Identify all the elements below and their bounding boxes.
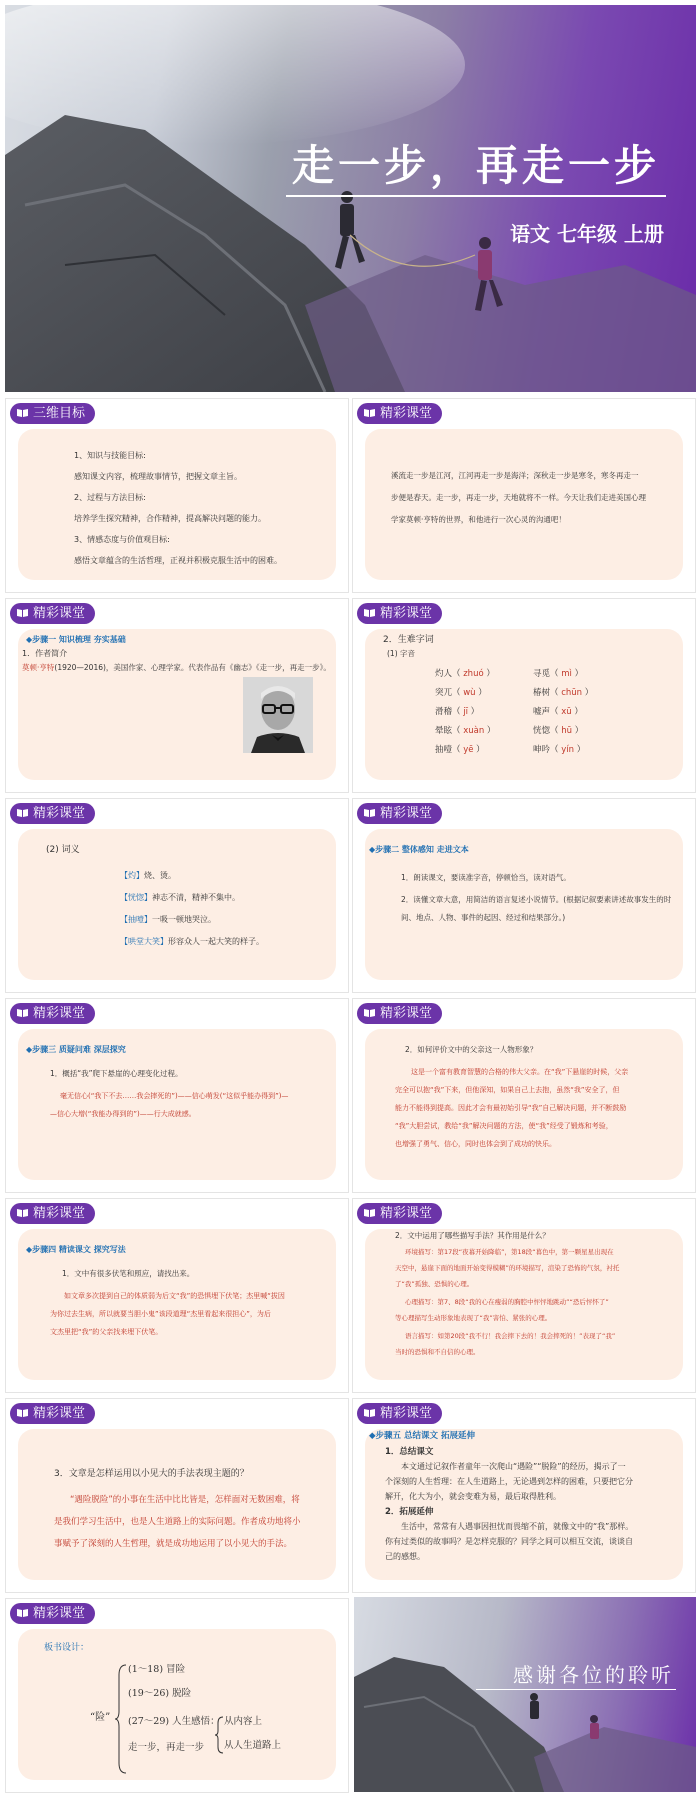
section-badge: 精彩课堂 (10, 803, 95, 824)
section-badge: 精彩课堂 (357, 803, 442, 824)
task-2-cont: 间、地点、人物、事件的起因、经过和结果部分。) (401, 913, 566, 922)
book-icon (16, 1608, 29, 1618)
section-badge: 精彩课堂 (357, 403, 442, 424)
extension-line: 生活中，常常有人遇事因担忧而畏缩不前，就像文中的“我”那样。 (401, 1522, 634, 1531)
book-icon (16, 808, 29, 818)
board-branch: (27～29) 人生感悟： (128, 1716, 220, 1727)
board-sub: 从人生道路上 (224, 1740, 282, 1751)
slide-meanings (5, 798, 349, 993)
book-icon (363, 608, 376, 618)
step-heading: ◆步骤二 整体感知 走进文本 (369, 845, 469, 854)
slide-thanks (354, 1597, 696, 1792)
content-card (365, 429, 683, 580)
answer-line: 事赋予了深刻的人生哲理，就是成功地运用了以小见大的手法。 (54, 1539, 293, 1549)
mountain-climber-image (5, 5, 696, 392)
meanings-heading: (2) 词义 (46, 845, 80, 855)
mountain-climber-image (354, 1597, 696, 1792)
answer-2-line: 这是一个富有教育智慧的合格的伟大父亲。在“我”下悬崖的时候，父亲 (411, 1068, 629, 1076)
author-bio: 莫顿·亨特(1920—2016)，美国作家、心理学家。代表作品有《幽志》《走一步，再走一步》。 (22, 663, 331, 672)
question-3: 3．文章是怎样运用以小见大的手法表现主题的？ (54, 1469, 249, 1479)
book-icon (16, 1008, 29, 1018)
board-branch: (19～26) 脱险 (128, 1688, 192, 1699)
step-heading: ◆步骤五 总结课文 拓展延伸 (369, 1431, 475, 1441)
slide-pronunciation (352, 598, 696, 793)
answer-line: “遇险脱险”的小事在生活中比比皆是，怎样面对无数困难，将 (70, 1495, 300, 1505)
title-divider (286, 195, 666, 197)
answer-line: 心理描写：第7、8段“我的心在瘦弱的胸腔中怦怦地跳动”“恐后怦怀了” (405, 1298, 609, 1306)
cover-subtitle: 语文 七年级 上册 (510, 222, 664, 246)
author-portrait (243, 677, 313, 753)
slide-board-design (5, 1598, 349, 1793)
section-badge: 精彩课堂 (357, 603, 442, 624)
answer-1-line-1: 毫无信心(“我下不去……我会摔死的”)——信心萌发(“这似乎能办得到”)— (60, 1092, 289, 1100)
task-1: 1．朗读课文，要读准字音，停顿恰当，读对语气。 (401, 873, 571, 882)
intro-line-3: 学家莫顿·亨特的世界，和他进行一次心灵的沟通吧！ (391, 515, 566, 524)
book-icon (363, 1008, 376, 1018)
extension-line: 己的感想。 (385, 1552, 425, 1561)
slide-theme (5, 1398, 349, 1593)
section-badge: 三维目标 (10, 403, 95, 424)
answer-1-line-2: —信心大增(“我能办得到的”)——行大成就感。 (50, 1110, 196, 1118)
extension-line: 你有过类似的故事吗？是怎样克服的？同学之间可以相互交流，谈谈自 (385, 1537, 633, 1546)
content-card (365, 829, 683, 980)
content-card (18, 629, 336, 780)
word-item: 灼人（ zhuó ） (435, 669, 495, 679)
content-card (18, 1229, 336, 1380)
goal-2-heading: 2、过程与方法目标: (74, 493, 146, 502)
intro-line-2: 步便是春天。走一步，再走一步，天地就将不一样。今天让我们走进美国心理 (391, 493, 646, 502)
slide-writing (5, 1198, 349, 1393)
question-1: 1．文中有很多伏笔和照应，请找出来。 (62, 1269, 195, 1278)
goal-2-text: 培养学生探究精神，合作精神，提高解决问题的能力。 (74, 514, 266, 523)
board-branch: (1～18) 冒险 (128, 1664, 186, 1675)
board-label: 板书设计： (44, 1643, 90, 1653)
word-item: 呻吟（ yín ） (533, 745, 586, 755)
goal-1-heading: 1、知识与技能目标: (74, 451, 146, 460)
answer-line: 天空中，悬崖下面的地面开始变得模糊”的环境描写，渲染了恐怖的气氛，衬托 (395, 1264, 620, 1272)
content-card (365, 629, 683, 780)
book-icon (363, 808, 376, 818)
answer-line: 等心理描写生动形象地表现了“我”害怕、紧张的心理。 (395, 1314, 552, 1322)
meaning-item: 【灼】烧、烫。 (120, 871, 176, 880)
slide-author (5, 598, 349, 793)
answer-line: 当时的恐惧和不自信的心理。 (395, 1348, 480, 1356)
book-icon (16, 408, 29, 418)
answer-2-line: 完全可以抱“我”下来，但他深知，如果自己上去抱，虽然“我”安全了，但 (395, 1086, 620, 1094)
summary-line: 个深刻的人生哲理：在人生道路上，无论遇到怎样的困难，只要把它分 (385, 1477, 633, 1486)
cover-title: 走一步，再走一步 (291, 141, 660, 190)
goal-3-heading: 3、情感态度与价值观目标: (74, 535, 170, 544)
brace-left (115, 1663, 127, 1775)
section-badge: 精彩课堂 (10, 603, 95, 624)
summary-line: 解开，化大为小，就会变难为易，最后取得胜利。 (385, 1492, 561, 1501)
pronunciation-heading: (1) 字音 (387, 649, 416, 658)
intro-line-1: 溪流走一步是江河，江河再走一步是海洋；深秋走一步是寒冬，寒冬再走一 (391, 471, 639, 480)
question-1: 1．概括“我”爬下悬崖的心理变化过程。 (50, 1069, 183, 1078)
word-item: 椿树（ chūn ） (533, 688, 594, 698)
section-badge: 精彩课堂 (10, 1403, 95, 1424)
words-heading: 2．生难字词 (383, 635, 434, 645)
step-heading: ◆步骤三 质疑问难 深层探究 (26, 1045, 126, 1054)
cover-slide (5, 5, 696, 392)
answer-line: 如文章多次提到自己的体质弱为后文“我”的恐惧埋下伏笔；杰里喊“拔因 (64, 1292, 285, 1300)
content-card (365, 1029, 683, 1180)
book-icon (16, 608, 29, 618)
author-heading: 1．作者简介 (22, 649, 68, 658)
book-icon (363, 1208, 376, 1218)
goal-3-text: 感悟文章蕴含的生活哲理，正视并积极克服生活中的困难。 (74, 556, 282, 565)
question-2: 2．文中运用了哪些描写手法？其作用是什么？ (395, 1231, 550, 1240)
slide-inquiry (5, 998, 349, 1193)
step-heading: ◆步骤一 知识梳理 夯实基础 (26, 635, 126, 644)
book-icon (363, 1408, 376, 1418)
book-icon (16, 1408, 29, 1418)
content-card (365, 1429, 683, 1580)
content-card (18, 1429, 336, 1580)
answer-2-line: 能力不能得到提高。因此才会有最初始引导“我”自己解决问题，并不断鼓励 (395, 1104, 627, 1112)
board-branch: 走一步，再走一步 (128, 1742, 205, 1753)
slide-father (352, 998, 696, 1193)
section-badge: 精彩课堂 (357, 1403, 442, 1424)
meaning-item: 【恍惚】神志不清，精神不集中。 (120, 893, 240, 902)
word-item: 晕眩（ xuàn ） (435, 726, 496, 736)
step-heading: ◆步骤四 精读课文 探究写法 (26, 1245, 126, 1254)
board-center: “险” (90, 1712, 111, 1723)
summary-line: 本文通过记叙作者童年一次爬山“遇险”“脱险”的经历，揭示了一 (401, 1462, 626, 1471)
section-badge: 精彩课堂 (357, 1203, 442, 1224)
question-2: 2．如何评价文中的父亲这一人物形象？ (405, 1045, 538, 1054)
slide-summary (352, 1398, 696, 1593)
brace-right (214, 1715, 224, 1755)
thanks-text: 感谢各位的聆听 (513, 1663, 674, 1687)
answer-line: 文杰里把“我”的父亲找来埋下伏笔。 (50, 1328, 163, 1336)
content-card (18, 1029, 336, 1180)
word-item: 滑稽（ jī ） (435, 707, 480, 717)
answer-2-line: “我”大胆尝试，教给“我”解决问题的方法，使“我”经受了锻炼和考验， (395, 1122, 613, 1130)
task-2: 2．读懂文章大意，用简洁的语言复述小说情节。(根据记叙要素讲述故事发生的时 (401, 895, 672, 904)
summary-heading: 1．总结课文 (385, 1447, 434, 1457)
section-badge: 精彩课堂 (357, 1003, 442, 1024)
answer-line: 语言描写：如第20段“我不行！我会摔下去的！我会摔死的！”表现了“我” (405, 1332, 616, 1340)
answer-2-line: 也增强了勇气、信心，同时也体会到了成功的快乐。 (395, 1140, 556, 1148)
book-icon (16, 1208, 29, 1218)
answer-line: 了“我”孤独、恐惧的心理。 (395, 1280, 474, 1288)
section-badge: 精彩课堂 (10, 1003, 95, 1024)
content-card (18, 429, 336, 580)
word-item: 抽噎（ yē ） (435, 745, 485, 755)
section-badge: 精彩课堂 (10, 1203, 95, 1224)
slide-intro (352, 398, 696, 593)
word-item: 恍惚（ hū ） (533, 726, 584, 736)
section-badge: 精彩课堂 (10, 1603, 95, 1624)
slide-description (352, 1198, 696, 1393)
slide-goals (5, 398, 349, 593)
meaning-item: 【哄堂大笑】形容众人一起大笑的样子。 (120, 937, 264, 946)
content-card (18, 1629, 336, 1780)
word-item: 突兀（ wù ） (435, 688, 487, 698)
extension-heading: 2．拓展延伸 (385, 1507, 434, 1517)
content-card (18, 829, 336, 980)
answer-line: 为你过去生病，所以就要当胆小鬼”该段道理“杰里看起来很担心”，为后 (50, 1310, 271, 1318)
book-icon (363, 408, 376, 418)
goal-1-text: 感知课文内容，梳理故事情节，把握文章主旨。 (74, 472, 242, 481)
slide-overview (352, 798, 696, 993)
answer-line: 环境描写：第17段“夜幕开始降临”，第18段“暮色中，第一颗星星出现在 (405, 1248, 614, 1256)
meaning-item: 【抽噎】一吸一顿地哭泣。 (120, 915, 216, 924)
thanks-divider (476, 1689, 676, 1690)
word-item: 寻觅（ mì ） (533, 669, 584, 679)
author-name: 莫顿·亨特 (22, 663, 55, 672)
board-sub: 从内容上 (224, 1716, 263, 1727)
content-card (365, 1229, 683, 1380)
word-item: 嘘声（ xū ） (533, 707, 583, 717)
answer-line: 是我们学习生活中，也是人生道路上的实际问题。作者成功地将小 (54, 1517, 301, 1527)
